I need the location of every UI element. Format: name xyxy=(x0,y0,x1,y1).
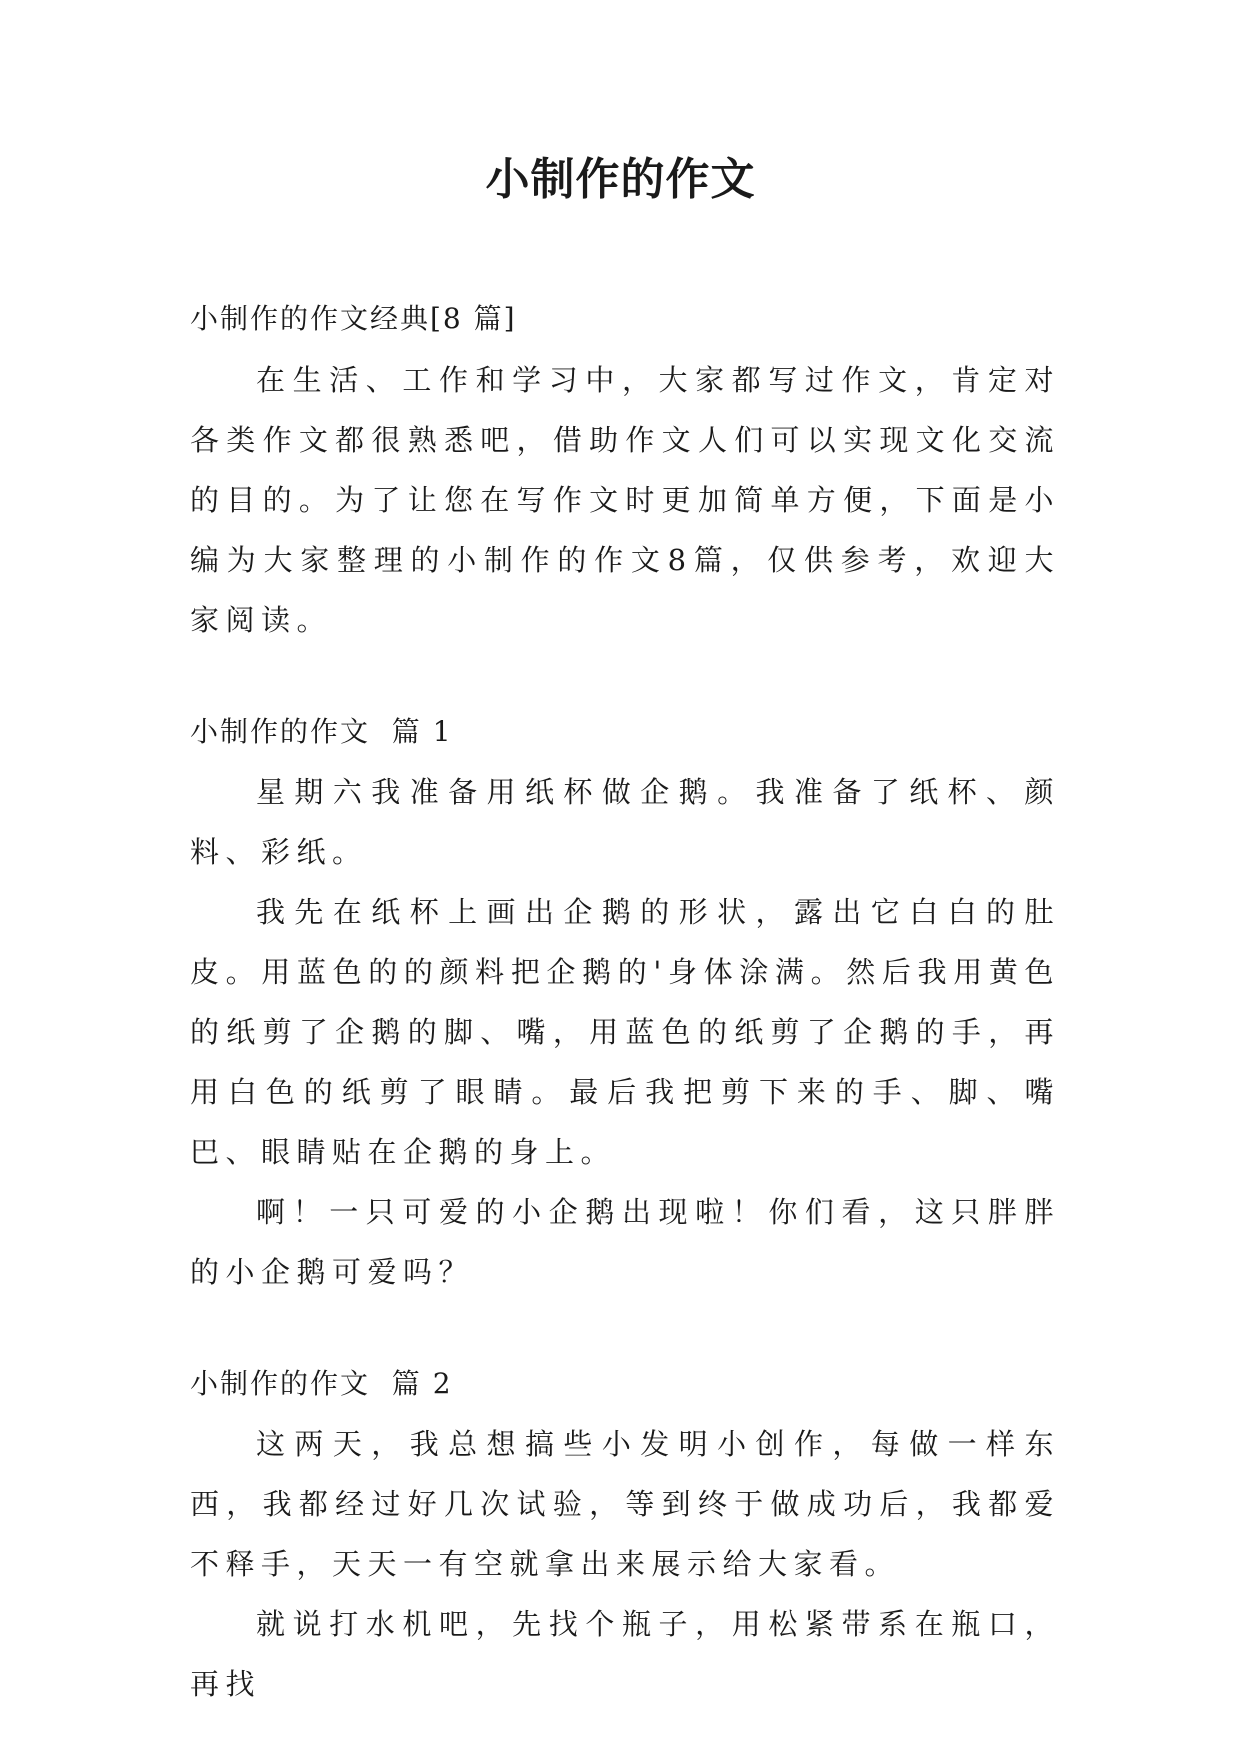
document-subtitle: 小制作的作文经典[8 篇] xyxy=(190,302,517,335)
intro-paragraph: 在生活、工作和学习中，大家都写过作文，肯定对各类作文都很熟悉吧，借助作文人们可以实现文化交流的目的。为了让您在写作文时更加简单方便，下面是小编为大家整理的小制作的作文8篇，仅供参考，欢迎大家阅读。 xyxy=(190,363,1060,637)
document-body xyxy=(190,288,1060,1714)
section-2-paragraph-2: 就说打水机吧，先找个瓶子，用松紧带系在瓶口，再找 xyxy=(190,1607,1060,1701)
section-heading-1: 小制作的作文 篇 1 xyxy=(190,715,453,748)
section-heading-2: 小制作的作文 篇 2 xyxy=(190,1367,453,1400)
document-title: 小制作的作文 xyxy=(485,154,756,205)
section-1-paragraph-2: 我先在纸杯上画出企鹅的形状，露出它白白的肚皮。用蓝色的的颜料把企鹅的'身体涂满。然后我用黄色的纸剪了企鹅的脚、嘴，用蓝色的纸剪了企鹅的手，再用白色的纸剪了眼睛。最后我把剪下来的手、脚、嘴巴、眼睛贴在企鹅的身上。 xyxy=(190,895,1060,1169)
section-2-paragraph-1: 这两天，我总想搞些小发明小创作，每做一样东西，我都经过好几次试验，等到终于做成功后，我都爱不释手，天天一有空就拿出来展示给大家看。 xyxy=(190,1427,1060,1581)
section-1-paragraph-3: 啊！一只可爱的小企鹅出现啦！你们看，这只胖胖的小企鹅可爱吗？ xyxy=(190,1195,1060,1289)
section-1-paragraph-1: 星期六我准备用纸杯做企鹅。我准备了纸杯、颜料、彩纸。 xyxy=(190,775,1060,869)
